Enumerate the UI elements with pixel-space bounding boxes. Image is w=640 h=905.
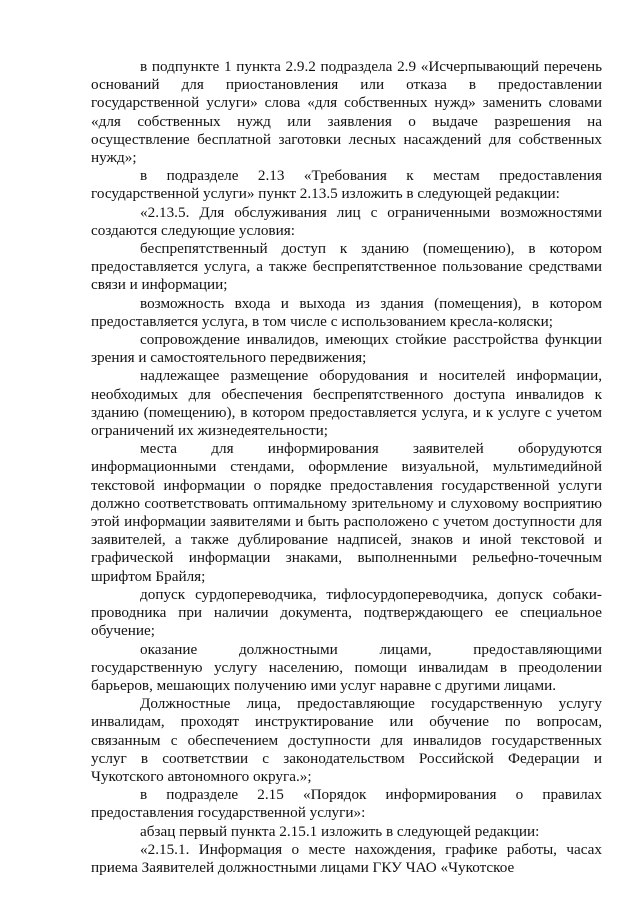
paragraph: абзац первый пункта 2.15.1 изложить в следующей редакции: bbox=[140, 822, 540, 840]
paragraph: «2.15.1. Информация о месте нахождения, графике работы, часах приема Заявителей должностными лицами ГКУ ЧАО «Чукотское bbox=[91, 840, 602, 876]
paragraph: «2.13.5. Для обслуживания лиц с ограниченными возможностями создаются следующие условия: bbox=[91, 203, 602, 239]
document-body bbox=[91, 58, 602, 877]
paragraph: в подпункте 1 пункта 2.9.2 подраздела 2.9 «Исчерпывающий перечень оснований для приостановления или отказа в предоставлении государственной услуги» слова «для собственных нужд» заменить словами «для собственных нужд или заявления о выдаче разрешения на осуществление бесплатной заготовки лесных насаждений для собственных нужд»; bbox=[91, 58, 602, 167]
paragraph: в подразделе 2.15 «Порядок информирования о правилах предоставления государственной услуги»: bbox=[91, 786, 602, 822]
paragraph: Должностные лица, предоставляющие государственную услугу инвалидам, проходят инструктирование или обучение по вопросам, связанным с обеспечением доступности для инвалидов государственных услуг в соответствии с законодательством Российской Федерации и Чукотского автономного округа.»; bbox=[91, 695, 602, 785]
paragraph: допуск сурдопереводчика, тифлосурдопереводчика, допуск собаки-проводника при наличии документа, подтверждающего ее специальное обучение; bbox=[91, 585, 602, 640]
paragraph: беспрепятственный доступ к зданию (помещению), в котором предоставляется услуга, а также беспрепятственное пользование средствами связи и информации; bbox=[91, 240, 602, 294]
paragraph: надлежащее размещение оборудования и носителей информации, необходимых для обеспечения беспрепятственного доступа инвалидов к зданию (помещению), в котором предоставляется услуга, и к услуге с учетом ограничений их жизнедеятельности; bbox=[91, 367, 602, 440]
paragraph: в подразделе 2.13 «Требования к местам предоставления государственной услуги» пункт 2.13.5 изложить в следующей редакции: bbox=[91, 167, 602, 203]
paragraph: оказание должностными лицами, предоставляющими государственную услугу населению, помощи инвалидам в преодолении барьеров, мешающих получению ими услуг наравне с другими лицами. bbox=[91, 640, 602, 694]
paragraph: возможность входа и выхода из здания (помещения), в котором предоставляется услуга, в том числе с использованием кресла-коляски; bbox=[91, 294, 602, 330]
paragraph: места для информирования заявителей оборудуются информационными стендами, оформление визуальной, мультимедийной текстовой информации о порядке предоставления государственной услуги должно соответствовать оптимальному зрительному и слуховому восприятию этой информации заявителями и быть расположено с учетом доступности для заявителей, а также дублирование надписей, знаков и иной текстовой и графической информации знаками, выполненными рельефно-точечным шрифтом Брайля; bbox=[91, 440, 602, 585]
paragraph: сопровождение инвалидов, имеющих стойкие расстройства функции зрения и самостоятельного передвижения; bbox=[91, 331, 602, 367]
